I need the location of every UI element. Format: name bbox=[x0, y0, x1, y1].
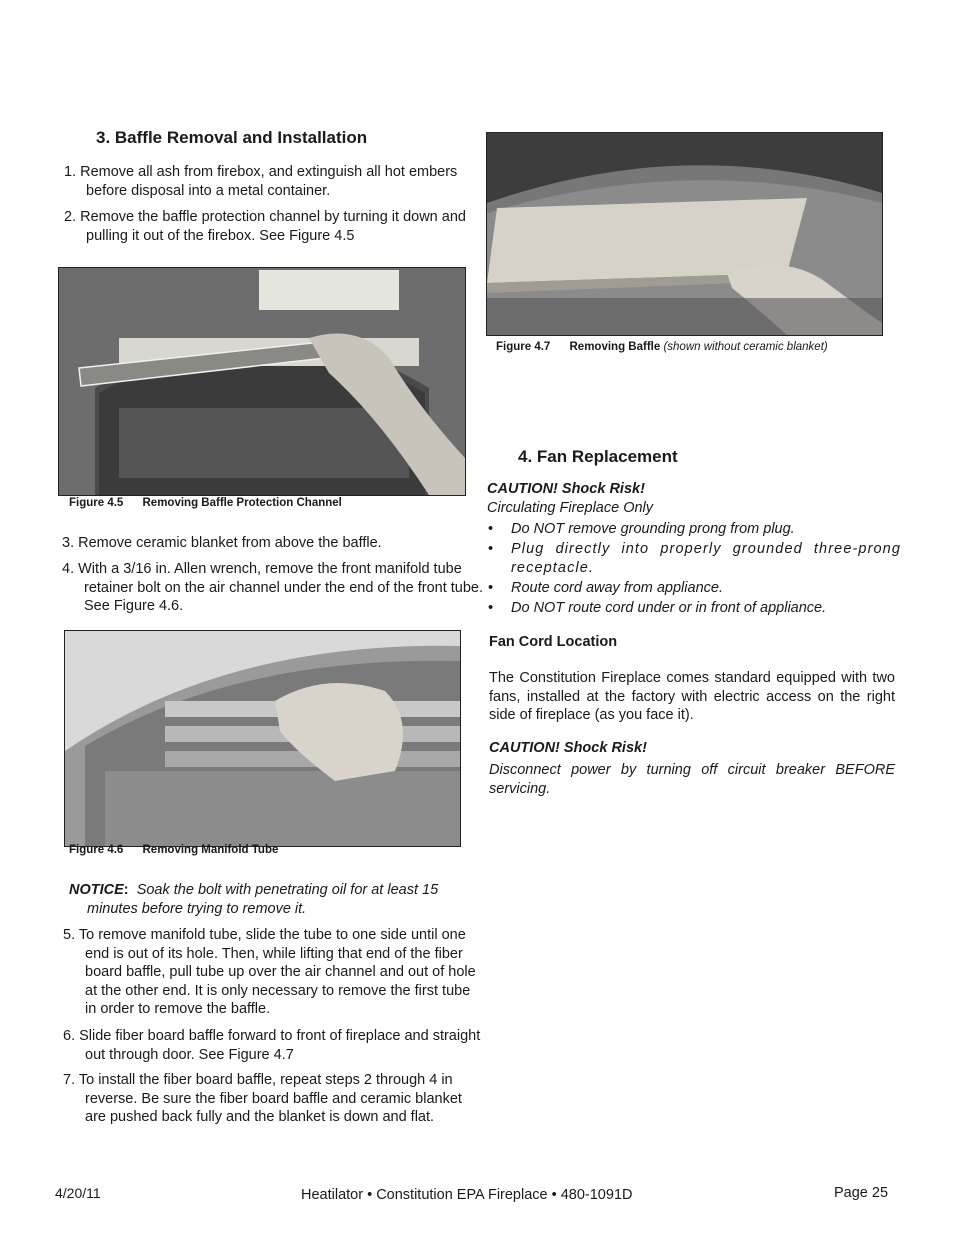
figure-4-6-photo bbox=[64, 630, 461, 847]
step-7: 7. To install the fiber board baffle, repeat steps 2 through 4 in reverse. Be sure the fiber board baffle and ceramic blanket are pushed back fully and the blanket is down and flat. bbox=[63, 1072, 462, 1125]
bullet-dot: • bbox=[488, 521, 494, 537]
bullet-text: Route cord away from appliance. bbox=[511, 580, 723, 596]
fan-cord-text: The Constitution Fireplace comes standard equipped with two fans, installed at the factory with electric access on the right side of fireplace (as you face it). bbox=[489, 670, 895, 723]
fan-cord-heading: Fan Cord Location bbox=[489, 634, 618, 650]
caution-1-subtitle: Circulating Fireplace Only bbox=[487, 500, 654, 516]
bullet-item bbox=[487, 540, 901, 578]
figure-4-6-title: Removing Manifold Tube bbox=[142, 844, 279, 856]
bullet-dot: • bbox=[488, 541, 494, 557]
caution-1-title: CAUTION! Shock Risk! bbox=[487, 481, 645, 497]
step-1: 1. Remove all ash from firebox, and extinguish all hot embers before disposal into a metal container. bbox=[64, 164, 458, 199]
figure-4-5-photo bbox=[58, 267, 466, 496]
figure-4-6-caption bbox=[69, 844, 278, 856]
step-2: 2. Remove the baffle protection channel by turning it down and pulling it out of the firebox. See Figure 4.5 bbox=[64, 209, 466, 244]
bullet-dot: • bbox=[488, 580, 494, 596]
figure-4-5-title: Removing Baffle Protection Channel bbox=[142, 497, 342, 509]
caution-2-text: Disconnect power by turning off circuit breaker BEFORE servicing. bbox=[489, 762, 895, 797]
step-4: 4. With a 3/16 in. Allen wrench, remove the front manifold tube retainer bolt on the air channel under the end of the front tube. See Figure 4.6. bbox=[62, 561, 484, 614]
figure-4-5-number: Figure 4.5 bbox=[69, 497, 124, 509]
notice-colon: : bbox=[123, 882, 129, 898]
bullet-item bbox=[487, 520, 901, 539]
step-6: 6. Slide fiber board baffle forward to front of fireplace and straight out through door. See Figure 4.7 bbox=[63, 1028, 481, 1063]
section-4-heading: 4. Fan Replacement bbox=[518, 447, 678, 466]
caution-2-title: CAUTION! Shock Risk! bbox=[489, 740, 647, 756]
bullet-text: Do NOT route cord under or in front of appliance. bbox=[511, 600, 827, 616]
bullet-text: Plug directly into properly grounded three-prong receptacle. bbox=[511, 541, 901, 576]
step-3: 3. Remove ceramic blanket from above the baffle. bbox=[62, 535, 382, 551]
bullet-text: Do NOT remove grounding prong from plug. bbox=[511, 521, 795, 537]
page-number: Page 25 bbox=[834, 1185, 889, 1201]
bullet-item bbox=[487, 599, 901, 618]
figure-4-5-caption bbox=[69, 497, 342, 509]
footer-document-id: Heatilator • Constitution EPA Fireplace • 480-1091D bbox=[301, 1187, 633, 1203]
caution-bullet-list bbox=[487, 520, 901, 618]
figure-4-7-note: (shown without ceramic blanket) bbox=[663, 341, 828, 353]
figure-4-7-photo bbox=[486, 132, 883, 336]
figure-4-7-number: Figure 4.7 bbox=[496, 341, 551, 353]
step-5: 5. To remove manifold tube, slide the tube to one side until one end is out of its hole. Then, while lifting that end of the fiber board baffle, pull tube up over the air channel and out of hole at the other end. It is only necessary to remove the first tube in order to remove the baffle. bbox=[63, 927, 476, 1017]
bullet-item bbox=[487, 579, 901, 598]
figure-4-7-caption bbox=[496, 341, 828, 353]
notice bbox=[69, 881, 483, 918]
section-3-heading: 3. Baffle Removal and Installation bbox=[96, 128, 368, 147]
bullet-dot: • bbox=[488, 600, 494, 616]
notice-label: NOTICE bbox=[69, 882, 124, 898]
notice-text: Soak the bolt with penetrating oil for at least 15 minutes before trying to remove it. bbox=[87, 882, 439, 917]
footer-date: 4/20/11 bbox=[55, 1185, 101, 1201]
figure-4-6-number: Figure 4.6 bbox=[69, 844, 124, 856]
figure-4-7-title: Removing Baffle bbox=[569, 341, 661, 353]
